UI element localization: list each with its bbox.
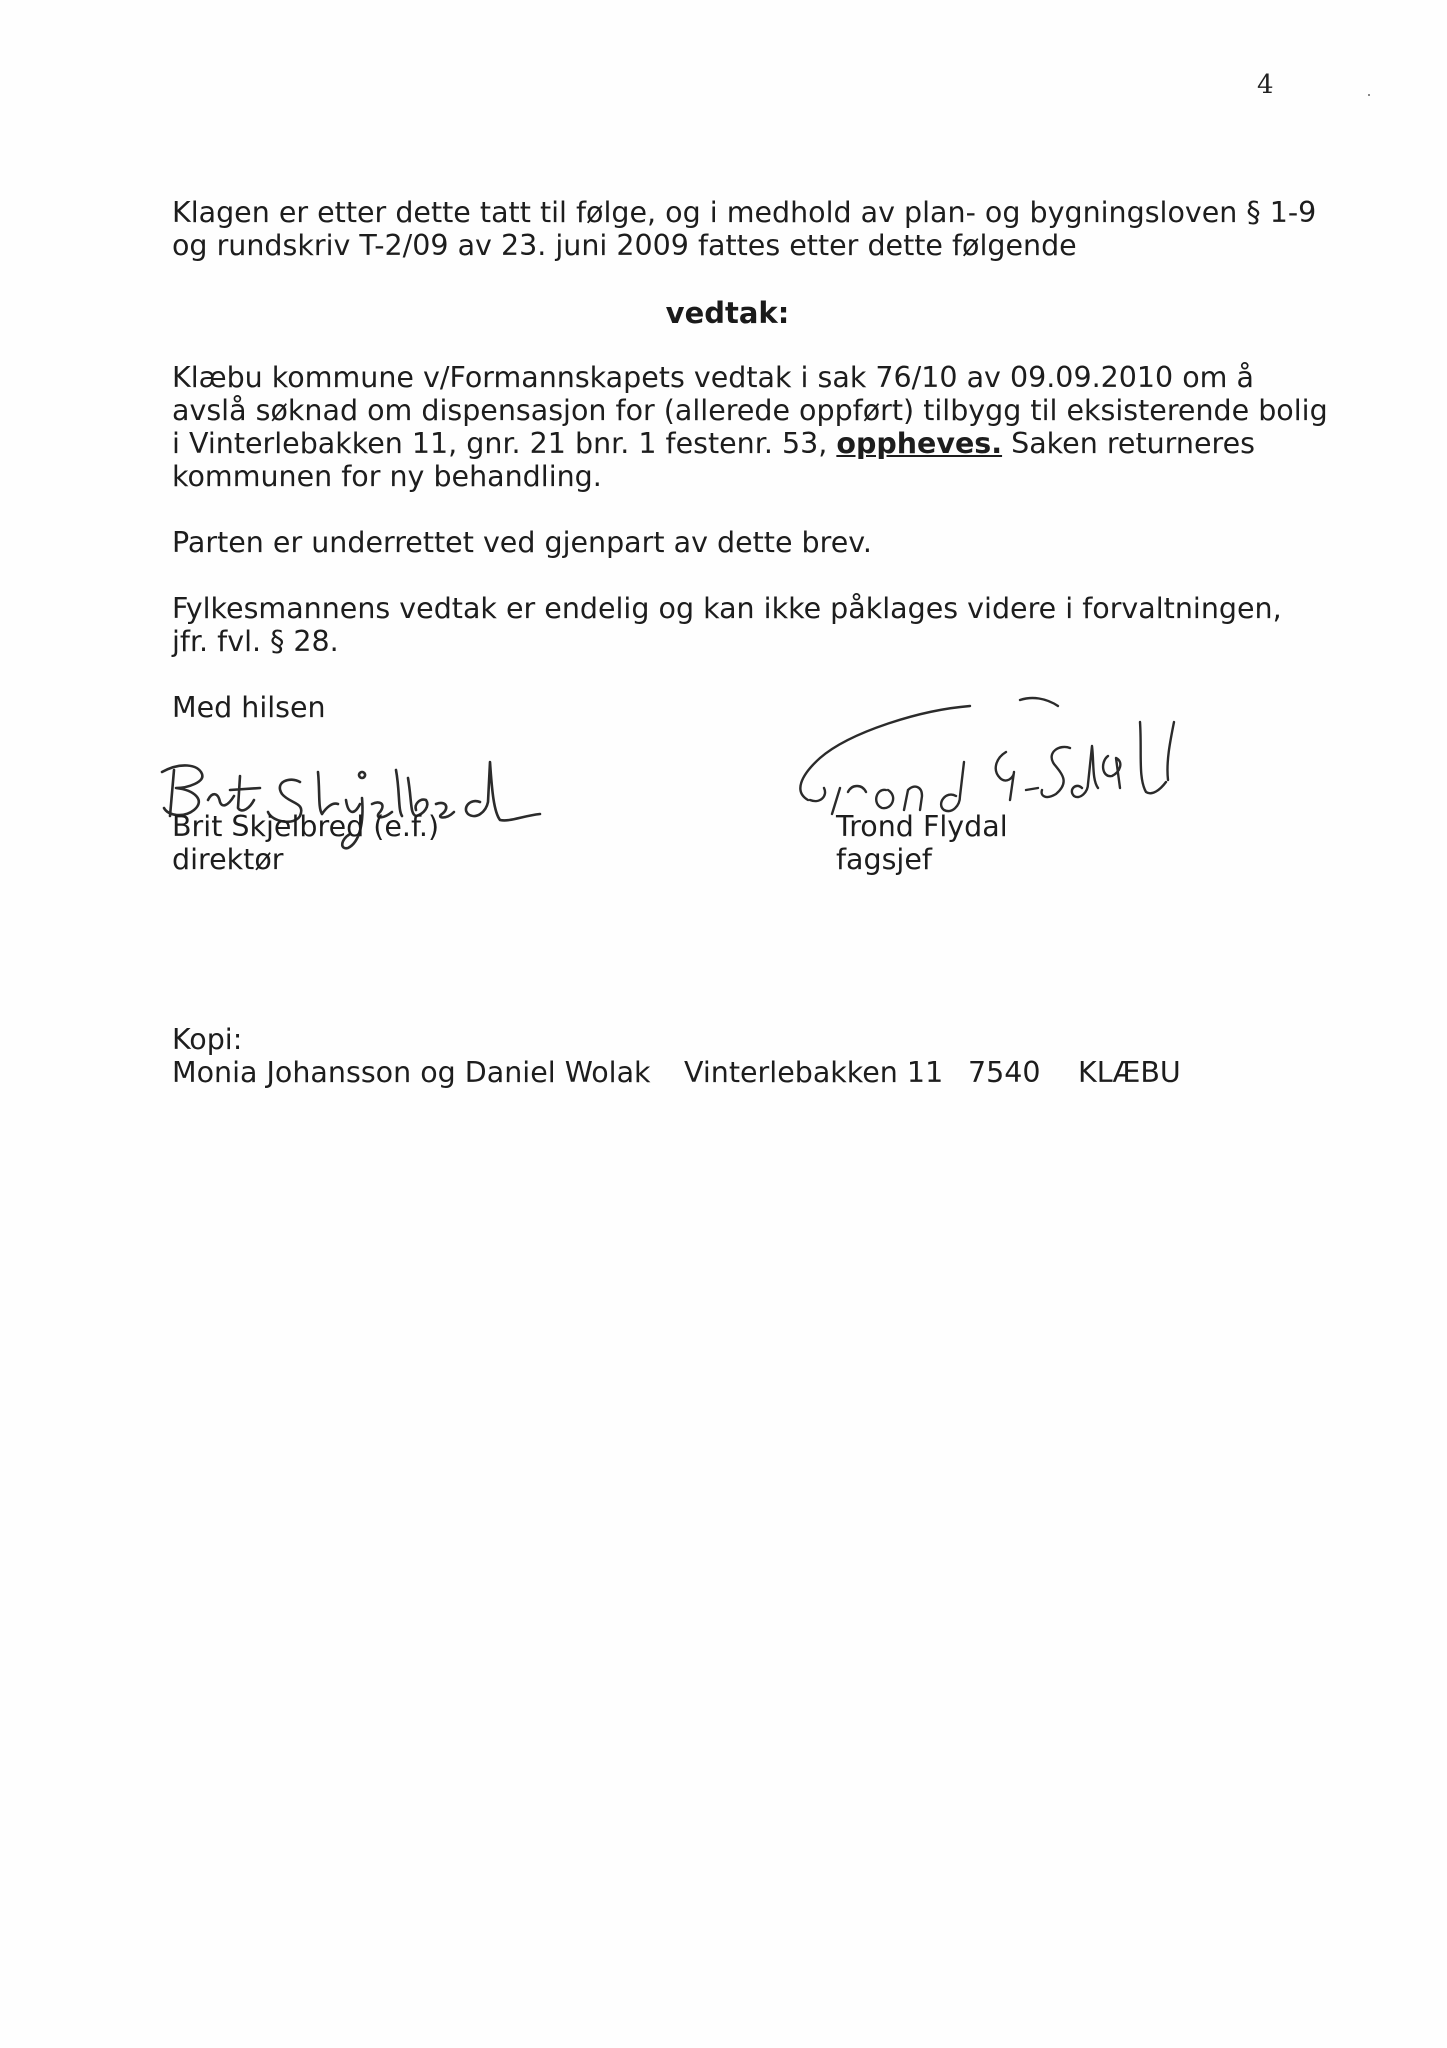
signatory-1-title: direktør: [172, 843, 284, 876]
copy-city: KLÆBU: [1078, 1056, 1181, 1089]
signature-trond-flydal: [770, 692, 1210, 822]
decision-line-3-start: i Vinterlebakken 11, gnr. 21 bnr. 1 festenr. 53,: [172, 427, 837, 460]
decision-line-1: Klæbu kommune v/Formannskapets vedtak i sak 76/10 av 09.09.2010 om å: [172, 361, 1254, 394]
copy-postcode: 7540: [968, 1056, 1041, 1089]
decision-line-4: kommunen for ny behandling.: [172, 460, 602, 493]
notice-paragraph: Parten er underrettet ved gjenpart av dette brev.: [172, 526, 872, 559]
intro-line-1: Klagen er etter dette tatt til følge, og i medhold av plan- og bygningsloven § 1-9: [172, 196, 1317, 229]
finality-line-2: jfr. fvl. § 28.: [172, 625, 339, 658]
copy-address: Vinterlebakken 11: [684, 1056, 944, 1089]
signatory-2-title: fagsjef: [836, 843, 932, 876]
decision-heading-text: vedtak:: [665, 296, 790, 330]
page-number: 4: [1257, 70, 1274, 100]
decision-outcome-emphasis: oppheves.: [836, 427, 1003, 460]
decision-line-3-end: Saken returneres: [1002, 427, 1255, 460]
copy-label: Kopi:: [172, 1023, 243, 1056]
copy-recipient: Monia Johansson og Daniel Wolak: [172, 1056, 651, 1089]
scan-speck: [1368, 94, 1370, 96]
closing-greeting: Med hilsen: [172, 691, 326, 724]
signatory-2-name: Trond Flydal: [836, 810, 1008, 843]
signatory-1-name: Brit Skjelbred (e.f.): [172, 810, 440, 843]
finality-line-1: Fylkesmannens vedtak er endelig og kan ikke påklages videre i forvaltningen,: [172, 592, 1282, 625]
decision-line-2: avslå søknad om dispensasjon for (allerede oppført) tilbygg til eksisterende bolig: [172, 394, 1328, 427]
decision-line-3: [172, 427, 1255, 460]
decision-heading: [0, 296, 1447, 330]
intro-line-2: og rundskriv T-2/09 av 23. juni 2009 fattes etter dette følgende: [172, 229, 1077, 262]
